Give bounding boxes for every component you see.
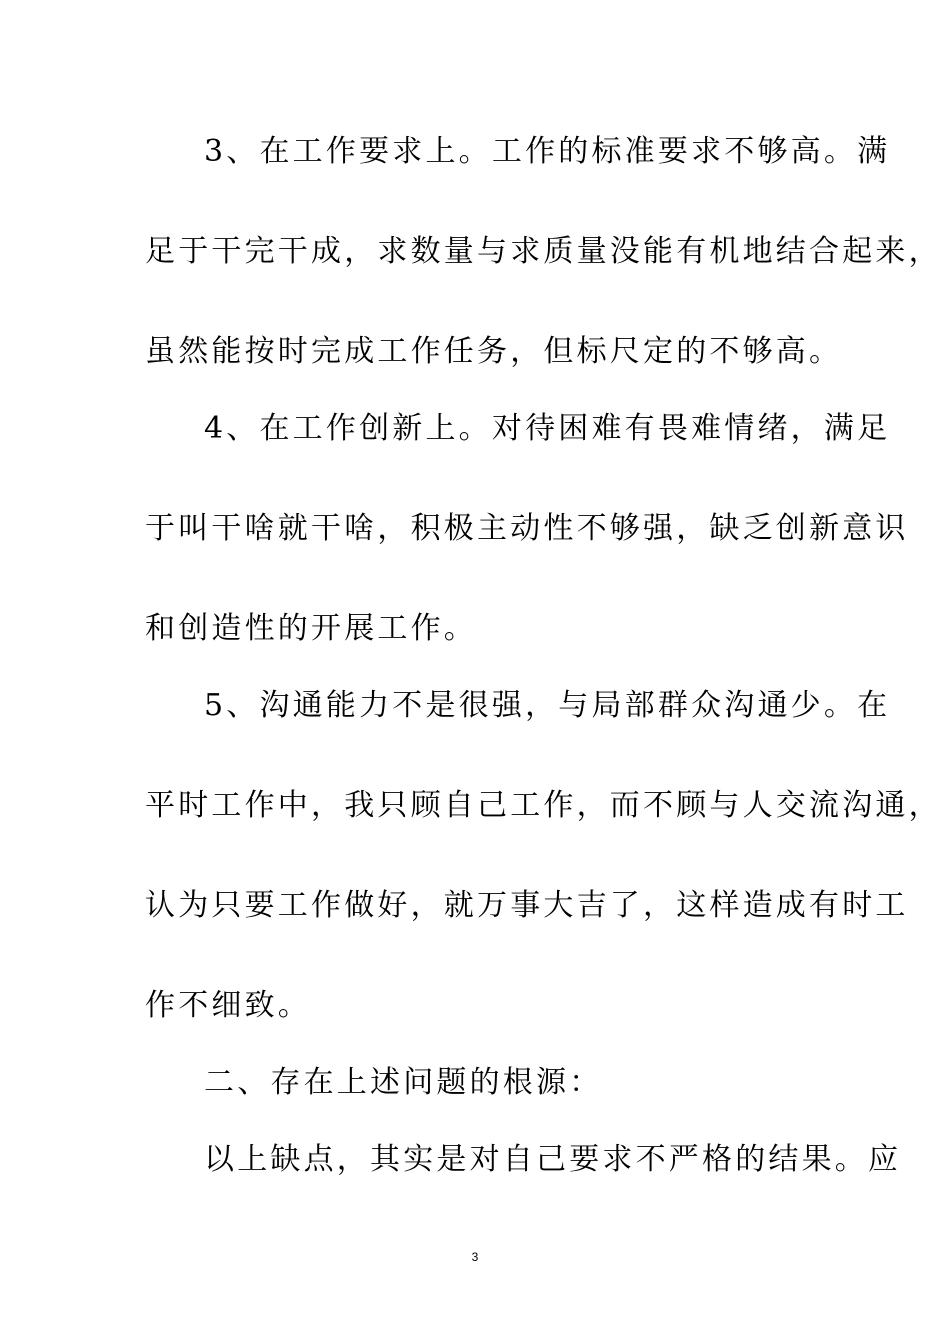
paragraph-4-line-1: 4、在工作创新上。对待困难有畏难情绪，满足 [204, 411, 891, 446]
paragraph-3-line-3: 虽然能按时完成工作任务，但标尺定的不够高。 [145, 334, 843, 369]
paragraph-5-line-2: 平时工作中，我只顾自己工作，而不顾与人交流沟通， [145, 788, 942, 823]
paragraph-5-line-1: 5、沟通能力不是很强，与局部群众沟通少。在 [204, 688, 891, 723]
paragraph-5-line-4: 作不细致。 [145, 988, 311, 1023]
paragraph-3-line-1: 3、在工作要求上。工作的标准要求不够高。满 [204, 134, 891, 169]
page-number: 3 [471, 1250, 479, 1264]
paragraph-4-line-2: 于叫干啥就干啥，积极主动性不够强，缺乏创新意识 [145, 511, 909, 546]
paragraph-5-line-3: 认为只要工作做好，就万事大吉了，这样造成有时工 [145, 888, 909, 923]
paragraph-root-cause-line-1: 以上缺点，其实是对自己要求不严格的结果。应 [204, 1142, 902, 1177]
section-heading: 二、存在上述问题的根源： [204, 1065, 603, 1100]
paragraph-4-line-3: 和创造性的开展工作。 [145, 611, 477, 646]
paragraph-3-line-2: 足于干完干成，求数量与求质量没能有机地结合起来， [145, 234, 942, 269]
